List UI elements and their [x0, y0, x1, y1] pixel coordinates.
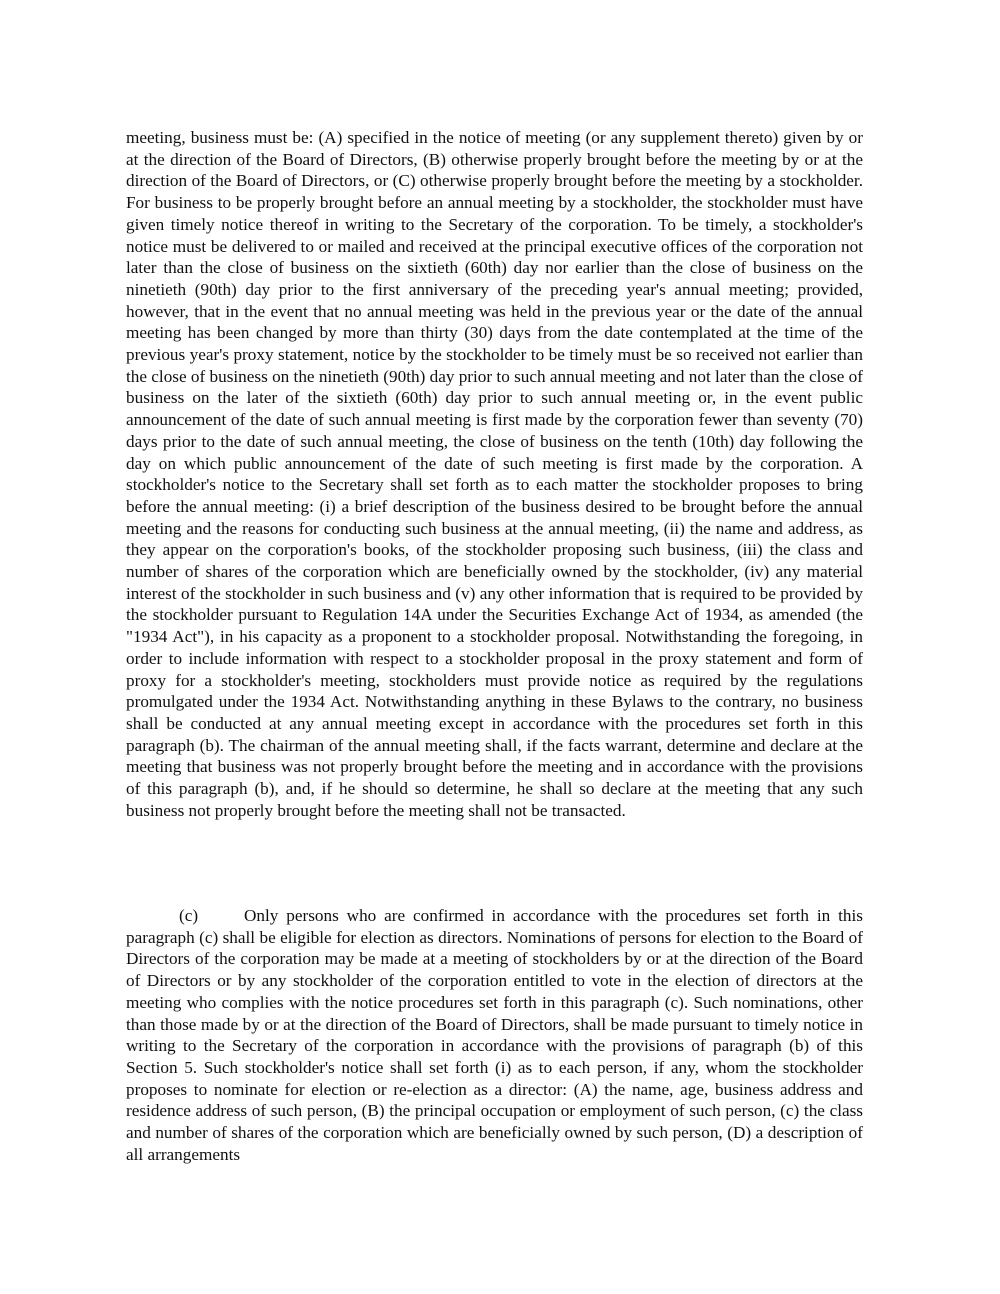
paragraph-c: [126, 905, 863, 1165]
paragraph-c-label: (c): [179, 906, 199, 925]
paragraph-b-continuation: [126, 127, 863, 822]
paragraph-c-text: Only persons who are confirmed in accordance with the procedures set forth in this paragraph (c) shall be eligible for election as directors. Nominations of persons for election to the Board of Directors of the corporation may be made at a meeting of stockholders by or at the direction of the Board of Directors or by any stockholder of the corporation entitled to vote in the election of directors at the meeting who complies with the notice procedures set forth in this paragraph (c). Such nominations, other than those made by or at the direction of the Board of Directors, shall be made pursuant to timely notice in writing to the Secretary of the corporation in accordance with the provisions of paragraph (b) of this Section 5. Such stockholder's notice shall set forth (i) as to each person, if any, whom the stockholder proposes to nominate for election or re-election as a director: (A) the name, age, business address and residence address of such person, (B) the principal occupation or employment of such person, (c) the class and number of shares of the corporation which are beneficially owned by such person, (D) a description of all arrangements: [126, 906, 863, 1164]
paragraph-text: meeting, business must be: (A) specified in the notice of meeting (or any supplement thereto) given by or at the direction of the Board of Directors, (B) otherwise properly brought before the meeting by or at the direction of the Board of Directors, or (C) otherwise properly brought before the meeting by a stockholder. For business to be properly brought before an annual meeting by a stockholder, the stockholder must have given timely notice thereof in writing to the Secretary of the corporation. To be timely, a stockholder's notice must be delivered to or mailed and received at the principal executive offices of the corporation not later than the close of business on the sixtieth (60th) day nor earlier than the close of business on the ninetieth (90th) day prior to the first anniversary of the preceding year's annual meeting; provided, however, that in the event that no annual meeting was held in the previous year or the date of the annual meeting has been changed by more than thirty (30) days from the date contemplated at the time of the previous year's proxy statement, notice by the stockholder to be timely must be so received not earlier than the close of business on the ninetieth (90th) day prior to such annual meeting and not later than the close of business on the later of the sixtieth (60th) day prior to such annual meeting or, in the event public announcement of the date of such annual meeting is first made by the corporation fewer than seventy (70) days prior to the date of such annual meeting, the close of business on the tenth (10th) day following the day on which public announcement of the date of such meeting is first made by the corporation. A stockholder's notice to the Secretary shall set forth as to each matter the stockholder proposes to bring before the annual meeting: (i) a brief description of the business desired to be brought before the annual meeting and the reasons for conducting such business at the annual meeting, (ii) the name and address, as they appear on the corporation's books, of the stockholder proposing such business, (iii) the class and number of shares of the corporation which are beneficially owned by the stockholder, (iv) any material interest of the stockholder in such business and (v) any other information that is required to be provided by the stockholder pursuant to Regulation 14A under the Securities Exchange Act of 1934, as amended (the "1934 Act"), in his capacity as a proponent to a stockholder proposal. Notwithstanding the foregoing, in order to include information with respect to a stockholder proposal in the proxy statement and form of proxy for a stockholder's meeting, stockholders must provide notice as required by the regulations promulgated under the 1934 Act. Notwithstanding anything in these Bylaws to the contrary, no business shall be conducted at any annual meeting except in accordance with the procedures set forth in this paragraph (b). The chairman of the annual meeting shall, if the facts warrant, determine and declare at the meeting that business was not properly brought before the meeting and in accordance with the provisions of this paragraph (b), and, if he should so determine, he shall so declare at the meeting that any such business not properly brought before the meeting shall not be transacted.: [126, 128, 863, 820]
paragraph-c-body: [126, 905, 863, 1165]
